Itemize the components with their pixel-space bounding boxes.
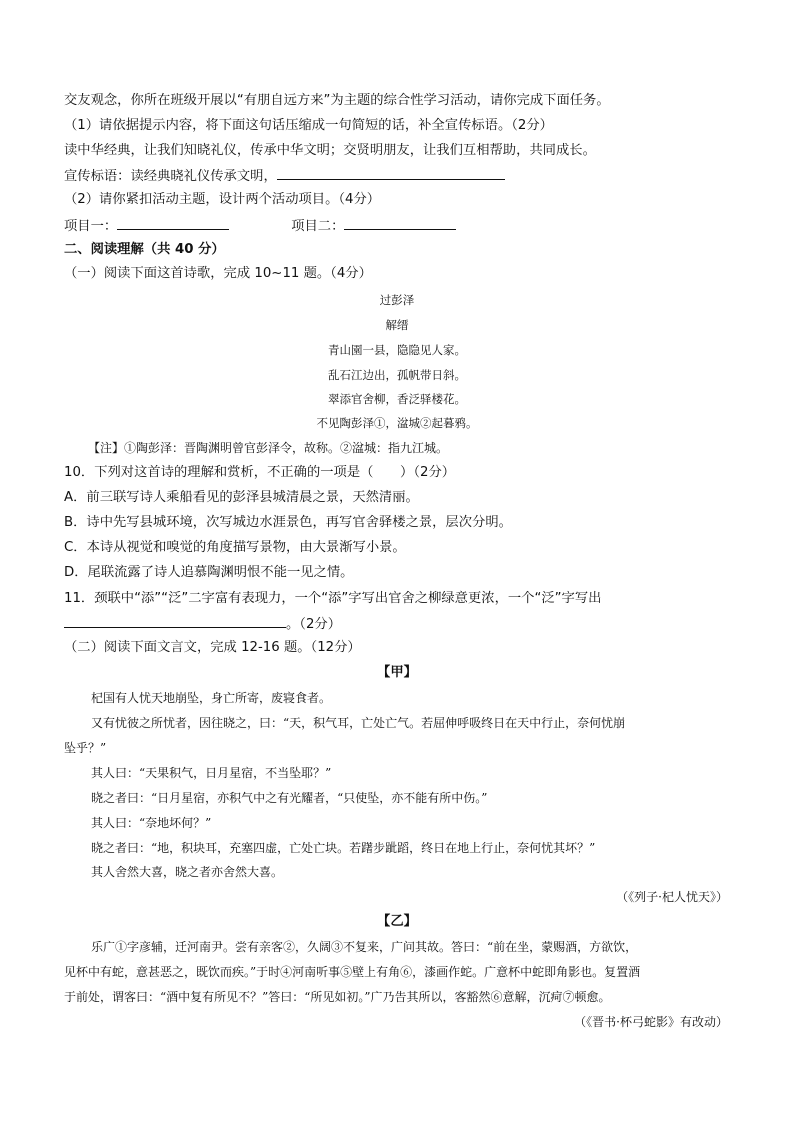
project-2-blank[interactable] bbox=[344, 215, 456, 230]
yi-line-1: 乐广①字彦辅，迁河南尹。尝有亲客②，久阔③不复来，广问其故。答曰：“前在坐，蒙赐酒，方欲饮， bbox=[91, 940, 638, 954]
jia-line-6: 晓之者曰：“地，积块耳，充塞四虚，亡处亡块。若躇步跐蹈，终日在地上行止，奈何忧其坏？” bbox=[91, 841, 596, 855]
project-2-label: 项目二： bbox=[291, 219, 345, 234]
question-11-blank[interactable] bbox=[64, 613, 286, 628]
jia-source: （《列子·杞人忧天》） bbox=[616, 890, 728, 904]
slogan-line bbox=[64, 165, 505, 187]
task-2: （2）请你紧扣活动主题，设计两个活动项目。（4分） bbox=[64, 192, 381, 207]
jia-line-5: 其人曰：“奈地坏何？” bbox=[91, 816, 212, 830]
jia-line-3: 其人曰：“天果积气，日月星宿，不当坠耶？” bbox=[91, 766, 332, 780]
option-a[interactable]: A．前三联写诗人乘船看见的彭泽县城清晨之景，天然清丽。 bbox=[64, 490, 419, 505]
section-2-heading: 二、阅读理解（共 40 分） bbox=[64, 242, 225, 257]
yi-source: （《晋书·杯弓蛇影》有改动） bbox=[574, 1015, 728, 1029]
yi-line-2: 见杯中有蛇，意甚恶之，既饮而疾。”于时④河南听事⑤壁上有角⑥，漆画作蛇。广意杯中蛇即角影也。复置酒 bbox=[64, 965, 641, 979]
project-1-label: 项目一： bbox=[64, 219, 118, 234]
task-1: （1）请依据提示内容，将下面这句话压缩成一句简短的话，补全宣传标语。（2分） bbox=[64, 118, 553, 133]
jia-line-1: 杞国有人忧天地崩坠，身亡所寄，废寝食者。 bbox=[91, 691, 332, 705]
passage-jia-heading: 【甲】 bbox=[377, 665, 417, 680]
project-1-blank[interactable] bbox=[117, 215, 229, 230]
poem-line-4: 不见陶彭泽①，湓城②起暮鸦。 bbox=[316, 416, 478, 430]
task-1-source-sentence: 读中华经典，让我们知晓礼仪，传承中华文明；交贤明朋友，让我们互相帮助，共同成长。 bbox=[64, 143, 596, 158]
jia-line-4: 晓之者曰：“日月星宿，亦积气中之有光耀者，“只使坠，亦不能有所中伤。” bbox=[91, 791, 488, 805]
question-11-score: 。（2分） bbox=[286, 617, 341, 632]
poem-line-1: 青山園一县，隐隐见人家。 bbox=[328, 343, 466, 357]
intro-line: 交友观念，你所在班级开展以“有朋自远方来”为主题的综合性学习活动，请你完成下面任务。 bbox=[64, 93, 610, 108]
option-d[interactable]: D．尾联流露了诗人追慕陶渊明恨不能一见之情。 bbox=[64, 565, 354, 580]
classical-instruction: （二）阅读下面文言文，完成 12-16 题。（12分） bbox=[64, 640, 361, 655]
question-10: 10．下列对这首诗的理解和赏析，不正确的一项是（ ）（2分） bbox=[64, 465, 456, 480]
slogan-label: 宣传标语：读经典晓礼仪传承文明， bbox=[64, 169, 277, 184]
poem-note: 【注】①陶彭泽：晋陶渊明曾官彭泽令，故称。②湓城：指九江城。 bbox=[88, 441, 449, 455]
slogan-answer-blank[interactable] bbox=[277, 165, 505, 180]
jia-line-2b: 坠乎？” bbox=[64, 741, 107, 755]
poem-line-3: 翠添官舍柳，香泛驿楼花。 bbox=[328, 392, 466, 406]
passage-yi-heading: 【乙】 bbox=[377, 914, 417, 929]
jia-line-7: 其人舍然大喜，晓之者亦舍然大喜。 bbox=[91, 865, 284, 879]
question-11: 11．颈联中“添”“泛”二字富有表现力，一个“添”字写出官舍之柳绿意更浓，一个“泛”字写出 bbox=[64, 591, 602, 606]
poem-instruction: （一）阅读下面这首诗歌，完成 10~11 题。（4分） bbox=[64, 266, 372, 281]
option-c[interactable]: C．本诗从视觉和嗅觉的角度描写景物，由大景渐写小景。 bbox=[64, 540, 406, 555]
yi-line-3: 于前处，谓客曰：“酒中复有所见不？”答曰：“所见如初。”广乃告其所以，客豁然⑥意解，沉疴⑦顿愈。 bbox=[64, 990, 611, 1004]
question-11-answer-line bbox=[64, 613, 341, 635]
poem-line-2: 乱石江边出，孤帆带日斜。 bbox=[328, 368, 466, 382]
poem-author: 解缙 bbox=[385, 318, 409, 332]
poem-title: 过彭泽 bbox=[379, 293, 415, 307]
option-b[interactable]: B．诗中先写县城环境，次写城边水涯景色，再写官舍驿楼之景，层次分明。 bbox=[64, 515, 512, 530]
projects-line bbox=[64, 215, 456, 237]
jia-line-2: 又有忧彼之所忧者，因往晓之，曰：“天，积气耳，亡处亡气。若屈伸呼吸终日在天中行止，奈何忧崩 bbox=[91, 716, 626, 730]
